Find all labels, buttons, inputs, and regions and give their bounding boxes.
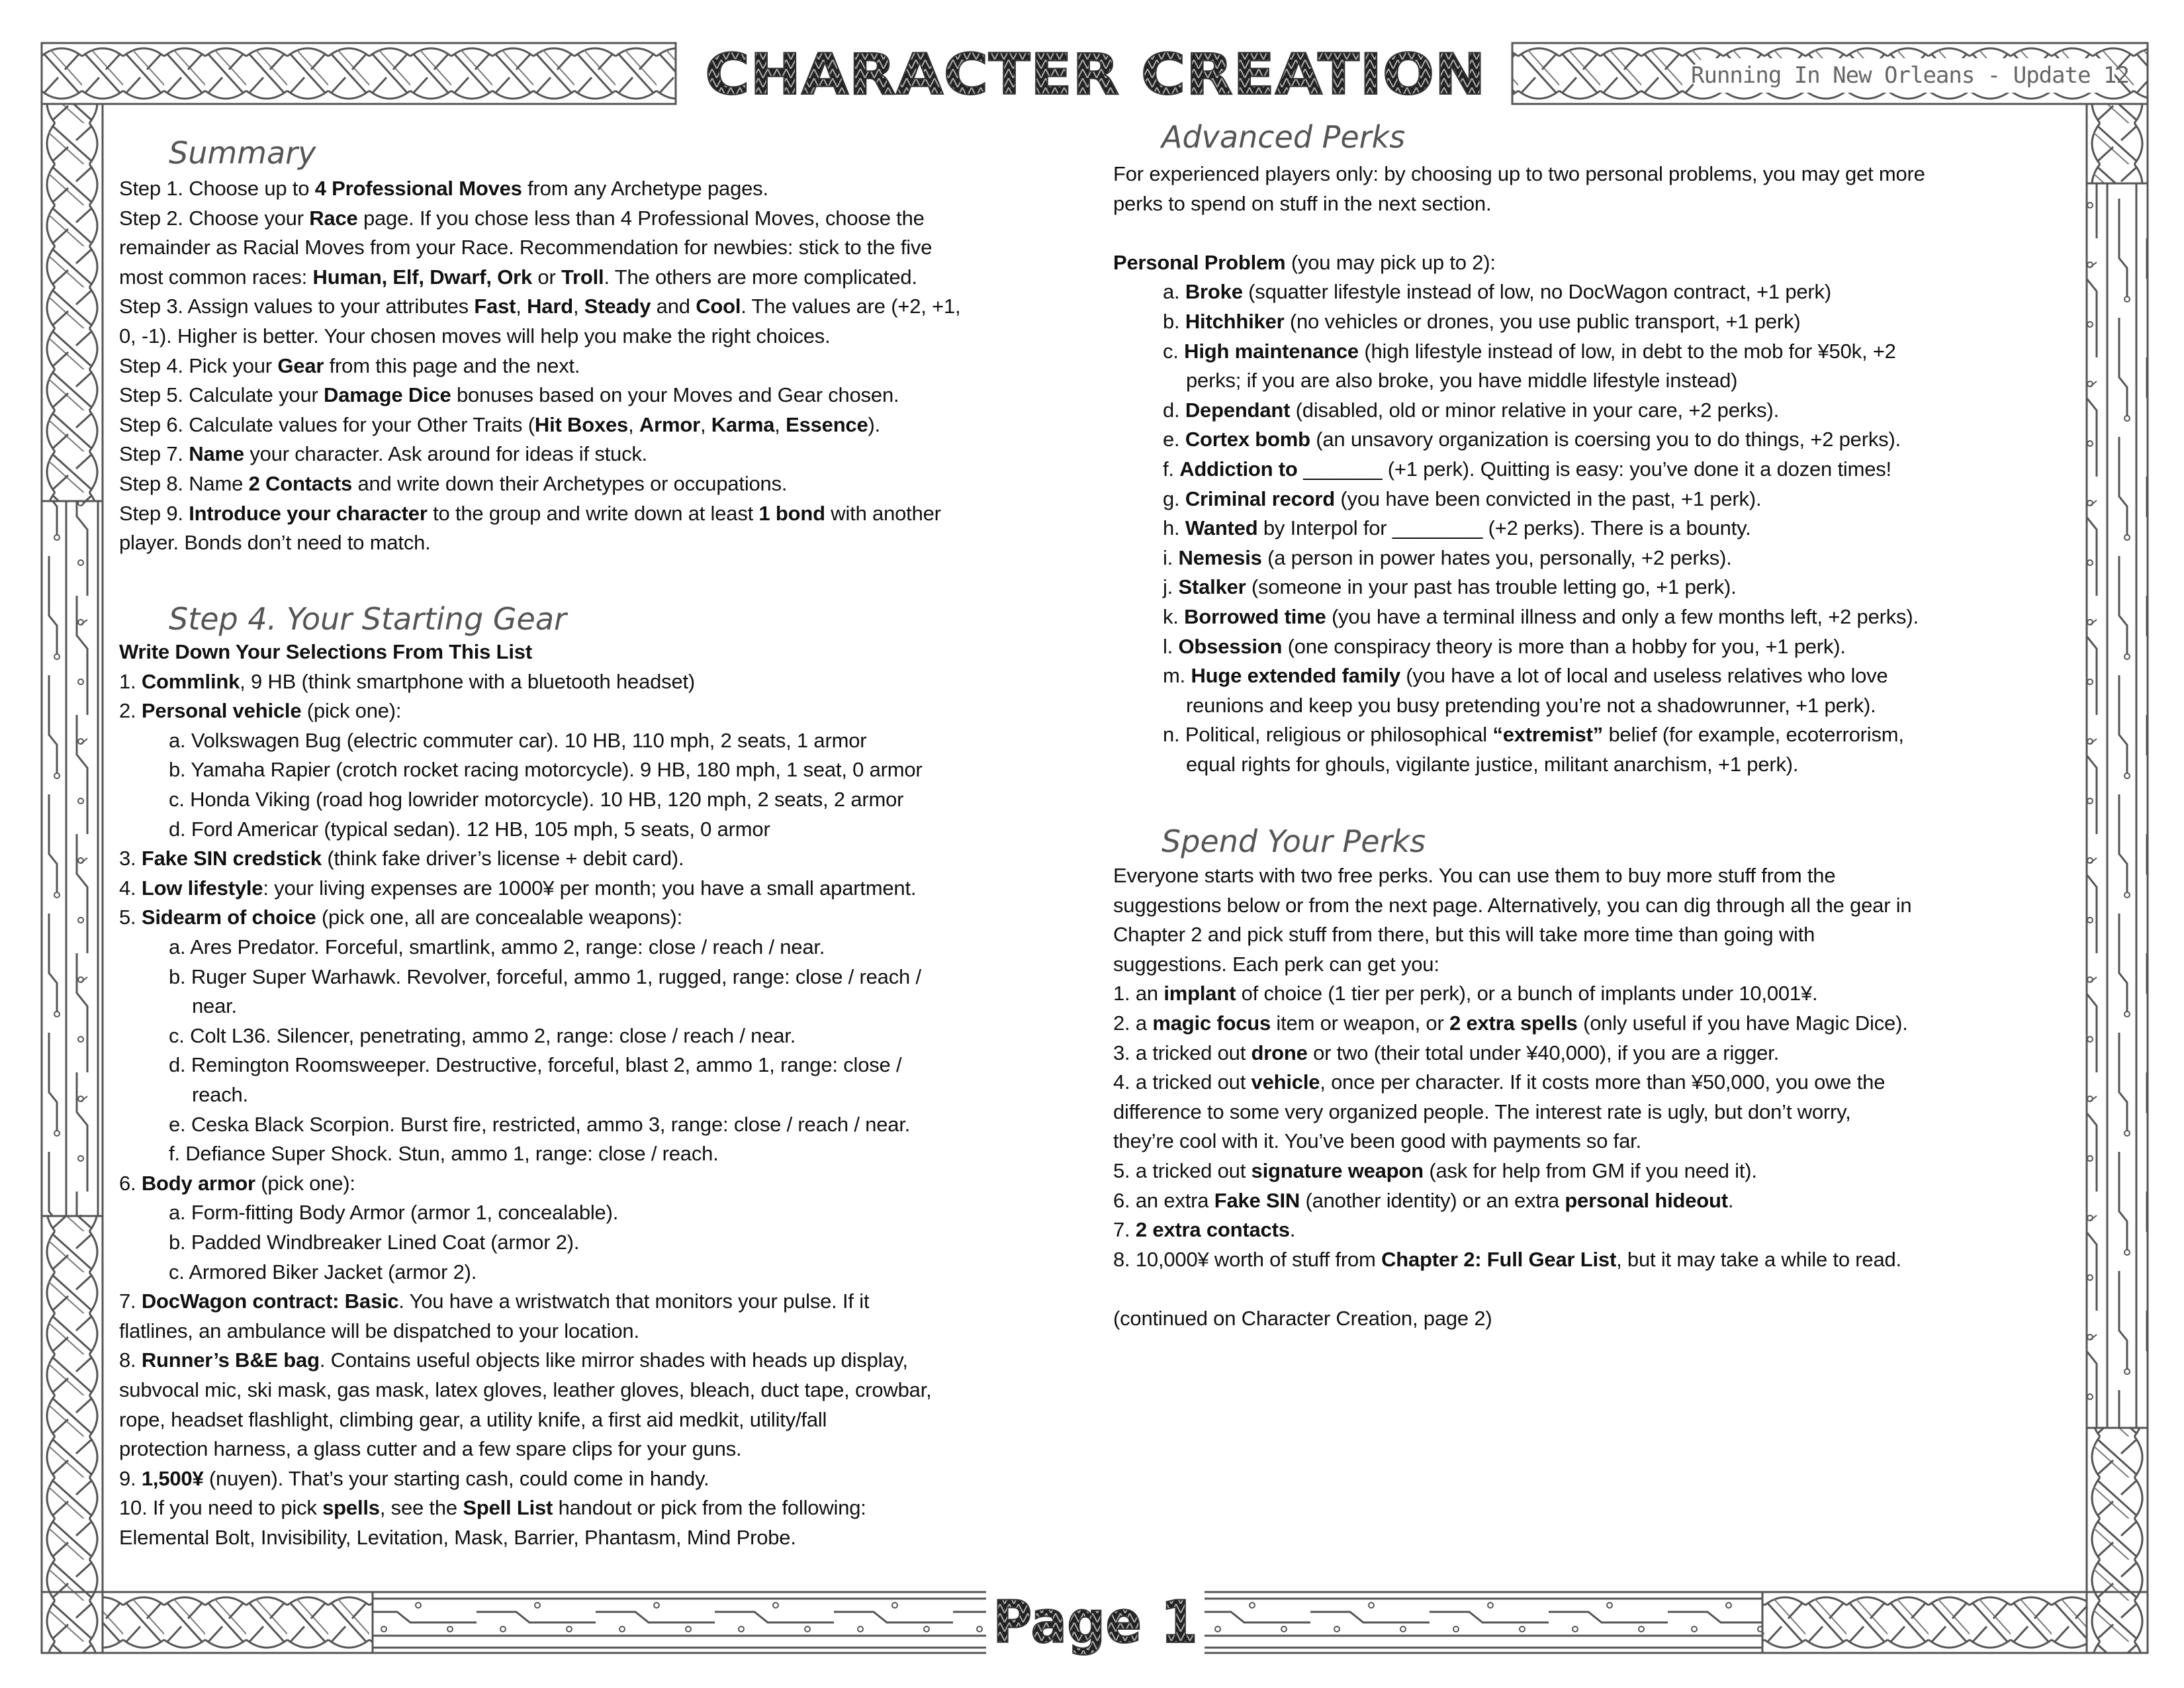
text-run: near.	[192, 994, 237, 1018]
text-line	[119, 1434, 741, 1464]
bold-term: Personal Problem	[1113, 250, 1286, 274]
text-run: 7.	[1113, 1218, 1136, 1242]
text-run: 5. a tricked out	[1113, 1159, 1251, 1182]
text-run: from any Archetype pages.	[522, 177, 768, 200]
bold-term: Troll	[561, 265, 604, 289]
bold-term: Fake SIN credstick	[141, 847, 322, 870]
text-run: bonuses based on your Moves and Gear chosen.	[451, 383, 899, 407]
bold-term: “extremist”	[1492, 723, 1604, 747]
text-line	[1113, 661, 1888, 690]
text-line	[1113, 1303, 1492, 1333]
text-run: rope, headset flashlight, climbing gear, a utility knife, a first aid medkit, utility/fall	[119, 1407, 827, 1431]
text-run: _______ (+1 perk). Quitting is easy: you’ve done it a dozen times!	[1297, 457, 1891, 481]
footer	[986, 1585, 1205, 1658]
text-line	[1113, 189, 1491, 218]
text-line	[119, 528, 431, 557]
bold-term: 2 extra contacts	[1135, 1218, 1290, 1242]
text-run: . You have a wristwatch that monitors your pulse. If it	[398, 1289, 870, 1313]
text-line	[119, 498, 941, 528]
text-run: n. Political, religious or philosophical	[1163, 723, 1493, 747]
text-run: ,	[774, 412, 786, 436]
text-run: 1. an	[1113, 982, 1164, 1006]
text-run: (only useful if you have Magic Dice).	[1577, 1011, 1908, 1035]
text-run: to the group and write down at least	[427, 501, 759, 525]
text-line	[1113, 1008, 1908, 1038]
text-line	[119, 667, 695, 696]
text-line	[1113, 1244, 1901, 1274]
text-line	[1113, 424, 1901, 454]
text-run: (pick one):	[255, 1171, 355, 1195]
text-line	[119, 843, 684, 873]
bold-term: Armor	[639, 412, 700, 436]
text-run: with another	[825, 501, 941, 525]
text-line	[119, 1021, 796, 1051]
text-run: 9.	[119, 1466, 142, 1490]
bold-term: Introduce your character	[189, 501, 428, 525]
text-run: d. Ford Americar (typical sedan). 12 HB, 105 mph, 5 seats, 0 armor	[169, 817, 770, 841]
text-run: your character. Ask around for ideas if stuck.	[244, 442, 648, 466]
text-line	[119, 1080, 248, 1109]
text-line	[1113, 454, 1891, 484]
bold-term: Fake SIN	[1214, 1188, 1300, 1212]
text-run: 7.	[119, 1289, 142, 1313]
text-run: Step 3. Assign values to your attributes	[119, 295, 475, 318]
text-line	[1113, 749, 1798, 779]
text-run: suggestions below or from the next page. Alternatively, you can dig through all the gear in	[1113, 893, 1912, 917]
text-run: c. Honda Viking (road hog lowrider motorcycle). 10 HB, 120 mph, 2 seats, 2 armor	[169, 788, 904, 811]
text-line	[1113, 1215, 1295, 1244]
text-run: and	[651, 295, 696, 318]
text-run: (someone in your past has trouble letting go, +1 perk).	[1246, 575, 1737, 599]
bold-term: Huge extended family	[1191, 664, 1400, 688]
text-run: Everyone starts with two free perks. You can use them to buy more stuff from the	[1113, 864, 1836, 887]
advanced-perks-heading: Advanced Perks	[1161, 119, 1406, 155]
text-run: ,	[572, 295, 584, 318]
text-line	[1113, 248, 1496, 277]
bold-term: Hard	[527, 295, 573, 318]
text-run: 3. a tricked out	[1113, 1041, 1251, 1064]
text-line	[119, 1050, 901, 1080]
bold-term: 1 bond	[758, 501, 825, 525]
bold-term: Obsession	[1178, 634, 1283, 658]
text-run: : your living expenses are 1000¥ per month; you have a small apartment.	[263, 876, 917, 900]
text-line	[1113, 861, 1835, 890]
text-run: h.	[1163, 516, 1185, 540]
text-line	[119, 1405, 827, 1434]
text-run: (ask for help from GM if you need it).	[1423, 1159, 1757, 1182]
text-line	[119, 1464, 709, 1493]
text-run: 1.	[119, 669, 142, 693]
bold-term: Hit Boxes	[534, 412, 629, 436]
text-run: Step 7.	[119, 442, 189, 466]
page-number-label: Page 1	[993, 1588, 1198, 1656]
bold-term: implant	[1163, 982, 1236, 1006]
text-run: protection harness, a glass cutter and a few spare clips for your guns.	[119, 1437, 742, 1461]
text-line	[1113, 919, 1815, 949]
text-line	[119, 1523, 796, 1552]
bold-term: Damage Dice	[324, 383, 451, 407]
text-run: . Contains useful objects like mirror shades with heads up display,	[319, 1348, 908, 1372]
text-run: e.	[1163, 428, 1185, 451]
text-line	[119, 1227, 579, 1257]
text-run: , but it may take a while to read.	[1616, 1247, 1901, 1271]
text-run: ).	[868, 412, 881, 436]
text-run: . The others are more complicated.	[604, 265, 917, 289]
text-run: j.	[1163, 575, 1179, 599]
text-line	[119, 962, 921, 992]
text-run: or	[532, 265, 562, 289]
text-line	[1113, 720, 1904, 749]
text-run: they’re cool with it. You’ve been good with payments so far.	[1113, 1129, 1641, 1153]
text-run: from this page and the next.	[324, 353, 580, 377]
text-line	[119, 321, 831, 351]
text-line	[1113, 602, 1919, 632]
bold-term: Runner’s B&E bag	[141, 1348, 320, 1372]
bold-term: 2 Contacts	[248, 472, 353, 495]
bold-term: Race	[309, 206, 358, 230]
text-run: 3.	[119, 847, 142, 870]
text-line	[119, 1493, 866, 1523]
text-run: difference to some very organized people. The interest rate is ugly, but don’t worry,	[1113, 1100, 1851, 1123]
text-run: belief (for example, ecoterrorism,	[1603, 723, 1904, 747]
text-run: l.	[1163, 634, 1179, 658]
text-run: b. Padded Windbreaker Lined Coat (armor 2).	[169, 1231, 580, 1254]
text-run: (continued on Character Creation, page 2)	[1113, 1307, 1492, 1330]
text-line	[1113, 572, 1737, 602]
text-line	[119, 439, 647, 469]
document-subtitle: Running In New Orleans - Update 12	[1691, 58, 2115, 93]
text-run: 5.	[119, 906, 142, 929]
text-run: of choice (1 tier per perk), or a bunch of implants under 10,001¥.	[1236, 982, 1818, 1006]
text-run: Step 6. Calculate values for your Other Traits (	[119, 412, 535, 436]
text-run: . The values are (+2, +1,	[741, 295, 961, 318]
text-run: a. Ares Predator. Forceful, smartlink, ammo 2, range: close / reach / near.	[169, 935, 825, 959]
text-line	[119, 1257, 477, 1287]
text-line	[1113, 159, 1925, 189]
text-run: (pick one, all are concealable weapons):	[316, 906, 683, 929]
text-run: suggestions. Each perk can get you:	[1113, 952, 1439, 976]
text-line	[1113, 277, 1831, 306]
text-run: ,	[628, 412, 639, 436]
bold-term: Human, Elf, Dwarf, Ork	[312, 265, 533, 289]
bold-term: Fast	[474, 295, 516, 318]
text-run: Step 9.	[119, 501, 189, 525]
text-run: 6.	[119, 1171, 142, 1195]
text-line	[1113, 513, 1751, 543]
text-line	[1113, 690, 1876, 720]
text-run: (you have a terminal illness and only a few months left, +2 perks).	[1326, 605, 1919, 628]
spend-perks-heading: Spend Your Perks	[1161, 823, 1426, 859]
text-line	[119, 637, 532, 667]
bold-term: magic focus	[1152, 1011, 1271, 1035]
text-run: f.	[1163, 457, 1180, 481]
text-run: k.	[1163, 605, 1185, 628]
text-run: c. Colt L36. Silencer, penetrating, ammo 2, range: close / reach / near.	[169, 1023, 796, 1047]
text-run: c.	[1163, 339, 1185, 363]
bold-term: personal hideout	[1565, 1188, 1728, 1212]
text-run: Step 2. Choose your	[119, 206, 310, 230]
text-run: 2. a	[1113, 1011, 1153, 1035]
bold-term: Hitchhiker	[1185, 310, 1285, 333]
text-run: Chapter 2 and pick stuff from there, but this will take more time than going with	[1113, 923, 1815, 947]
bold-term: Addiction to	[1179, 457, 1298, 481]
text-run: most common races:	[119, 265, 313, 289]
text-run: .	[1727, 1188, 1734, 1212]
text-run: For experienced players only: by choosing up to two personal problems, you may get more	[1113, 162, 1925, 185]
text-line	[119, 1197, 618, 1227]
bold-term: High maintenance	[1184, 339, 1359, 363]
bold-term: Criminal record	[1185, 487, 1335, 510]
text-run: m.	[1163, 664, 1191, 688]
text-line	[1113, 1067, 1885, 1097]
text-run: (no vehicles or drones, you use public transport, +1 perk)	[1284, 310, 1801, 333]
bold-term: vehicle	[1251, 1070, 1320, 1094]
text-line	[119, 380, 899, 410]
text-run: player. Bonds don’t need to match.	[119, 531, 431, 555]
text-run: remainder as Racial Moves from your Race. Recommendation for newbies: stick to the five	[119, 236, 933, 259]
page-title	[698, 41, 1492, 105]
text-run: (pick one):	[301, 699, 402, 723]
title-text: CHARACTER CREATION	[705, 42, 1486, 105]
text-run: 8. 10,000¥ worth of stuff from	[1113, 1247, 1382, 1271]
text-run: a. Form-fitting Body Armor (armor 1, concealable).	[169, 1201, 619, 1225]
text-line	[119, 1139, 719, 1168]
text-run: Step 5. Calculate your	[119, 383, 324, 407]
text-run: (nuyen). That’s your starting cash, could come in handy.	[203, 1466, 709, 1490]
text-line	[1113, 1038, 1779, 1068]
starting-gear-heading: Step 4. Your Starting Gear	[169, 601, 567, 637]
text-run: (an unsavory organization is coersing you to do things, +2 perks).	[1310, 428, 1901, 451]
text-line	[119, 696, 401, 726]
bold-term: Personal vehicle	[141, 699, 302, 723]
bold-term: spells	[322, 1496, 380, 1520]
text-run: i.	[1163, 545, 1179, 569]
text-run: ,	[516, 295, 527, 318]
text-run: 2.	[119, 699, 142, 723]
text-line	[1113, 1156, 1757, 1186]
text-line	[1113, 1186, 1733, 1215]
bold-term: Spell List	[463, 1496, 553, 1520]
text-line	[119, 410, 880, 440]
text-run: b. Ruger Super Warhawk. Revolver, forceful, ammo 1, rugged, range: close / reach /	[169, 964, 921, 988]
text-run: perks; if you are also broke, you have middle lifestyle instead)	[1186, 369, 1738, 393]
text-run: item or weapon, or	[1271, 1011, 1449, 1035]
bold-term: Steady	[584, 295, 651, 318]
text-run: 0, -1). Higher is better. Your chosen moves will help you make the right choices.	[119, 324, 831, 348]
bold-term: Stalker	[1178, 575, 1246, 599]
bold-term: Nemesis	[1178, 545, 1262, 569]
bold-term: Sidearm of choice	[141, 906, 316, 929]
bold-term: Name	[189, 442, 244, 466]
text-line	[1113, 890, 1911, 920]
text-run: (you may pick up to 2):	[1285, 250, 1496, 274]
text-line	[1113, 306, 1800, 336]
bold-term: signature weapon	[1251, 1159, 1424, 1182]
text-line	[119, 726, 866, 755]
bold-term: Karma	[711, 412, 775, 436]
text-line	[1113, 395, 1779, 425]
text-run: ,	[700, 412, 711, 436]
bold-term: DocWagon contract: Basic	[141, 1289, 399, 1313]
text-run: d.	[1163, 398, 1185, 422]
bold-term: Gear	[277, 353, 324, 377]
text-run: Step 4. Pick your	[119, 353, 278, 377]
text-line	[1113, 632, 1846, 661]
text-run: (think fake driver’s license + debit card).	[321, 847, 684, 870]
text-line	[119, 1109, 910, 1139]
text-line	[119, 1286, 869, 1316]
text-run: e. Ceska Black Scorpion. Burst fire, restricted, ammo 3, range: close / reach / near.	[169, 1112, 911, 1136]
text-run: , once per character. If it costs more than ¥50,000, you owe the	[1320, 1070, 1886, 1094]
text-run: (squatter lifestyle instead of low, no DocWagon contract, +1 perk)	[1242, 280, 1831, 304]
bold-term: Essence	[786, 412, 868, 436]
text-line	[119, 173, 768, 203]
text-run: equal rights for ghouls, vigilante justice, militant anarchism, +1 perk).	[1186, 753, 1799, 776]
text-line	[119, 291, 960, 321]
text-run: , 9 HB (think smartphone with a bluetooth headset)	[240, 669, 696, 693]
bold-term: drone	[1251, 1041, 1308, 1064]
text-run: (one conspiracy theory is more than a hobby for you, +1 perk).	[1282, 634, 1846, 658]
text-line	[1113, 543, 1732, 573]
text-run: subvocal mic, ski mask, gas mask, latex gloves, leather gloves, bleach, duct tape, crowbar,	[119, 1378, 932, 1401]
text-run: 4.	[119, 876, 142, 900]
bold-term: Cool	[696, 295, 741, 318]
text-run: (high lifestyle instead of low, in debt to the mob for ¥50k, +2	[1358, 339, 1896, 363]
bold-term: Chapter 2: Full Gear List	[1381, 1247, 1617, 1271]
text-run: (you have been convicted in the past, +1 perk).	[1335, 487, 1762, 510]
text-line	[119, 203, 925, 233]
text-run: page. If you chose less than 4 Professional Moves, choose the	[357, 206, 925, 230]
text-line	[119, 232, 932, 262]
bold-term: Commlink	[141, 669, 240, 693]
bold-term: 4 Professional Moves	[314, 177, 522, 200]
text-run: .	[1289, 1218, 1296, 1242]
bold-term: Borrowed time	[1184, 605, 1326, 628]
text-line	[1113, 484, 1761, 514]
text-line	[119, 469, 787, 498]
text-line	[119, 873, 916, 903]
text-line	[119, 1375, 932, 1405]
text-line	[119, 351, 580, 381]
text-line	[119, 991, 237, 1021]
text-line	[119, 1316, 639, 1346]
text-run: 6. an extra	[1113, 1188, 1214, 1212]
text-run: Elemental Bolt, Invisibility, Levitation, Mask, Barrier, Phantasm, Mind Probe.	[119, 1526, 796, 1549]
text-line	[119, 755, 923, 784]
text-run: 8.	[119, 1348, 142, 1372]
text-run: a. Volkswagen Bug (electric commuter car). 10 HB, 110 mph, 2 seats, 1 armor	[169, 728, 867, 752]
summary-heading: Summary	[169, 135, 316, 171]
text-run: by Interpol for ________ (+2 perks). There is a bounty.	[1257, 516, 1751, 540]
bold-term: Wanted	[1185, 516, 1258, 540]
text-run: b.	[1163, 310, 1185, 333]
text-line	[1113, 365, 1737, 395]
text-run: Step 8. Name	[119, 472, 249, 495]
text-run: , see the	[379, 1496, 463, 1520]
bold-term: Body armor	[141, 1171, 255, 1195]
text-run: Step 1. Choose up to	[119, 177, 315, 200]
text-run: flatlines, an ambulance will be dispatched to your location.	[119, 1319, 639, 1342]
text-run: reach.	[192, 1083, 248, 1106]
text-run: handout or pick from the following:	[553, 1496, 866, 1520]
bold-term: Cortex bomb	[1185, 428, 1310, 451]
text-line	[1113, 1097, 1851, 1127]
text-line	[119, 1345, 908, 1375]
text-run: (a person in power hates you, personally, +2 perks).	[1261, 545, 1732, 569]
text-run: reunions and keep you busy pretending you’re not a shadowrunner, +1 perk).	[1186, 693, 1876, 717]
text-run: b. Yamaha Rapier (crotch rocket racing motorcycle). 9 HB, 180 mph, 1 seat, 0 armor	[169, 758, 923, 782]
text-run: d. Remington Roomsweeper. Destructive, forceful, blast 2, ammo 1, range: close /	[169, 1053, 902, 1077]
bold-term: Broke	[1185, 280, 1243, 304]
text-run: and write down their Archetypes or occupations.	[352, 472, 788, 495]
text-run: or two (their total under ¥40,000), if you are a rigger.	[1307, 1041, 1780, 1064]
text-run: g.	[1163, 487, 1185, 510]
text-run: a.	[1163, 280, 1185, 304]
bold-term: Write Down Your Selections From This List	[119, 640, 532, 663]
text-line	[119, 262, 917, 292]
text-line	[1113, 949, 1439, 979]
text-run: f. Defiance Super Shock. Stun, ammo 1, range: close / reach.	[169, 1142, 719, 1166]
text-line	[119, 932, 825, 962]
text-run: (you have a lot of local and useless relatives who love	[1400, 664, 1888, 688]
bold-term: 1,500¥	[141, 1466, 204, 1490]
text-run: c. Armored Biker Jacket (armor 2).	[169, 1260, 477, 1284]
text-line	[1113, 978, 1817, 1008]
bold-term: 2 extra spells	[1449, 1011, 1578, 1035]
text-run: (disabled, old or minor relative in your care, +2 perks).	[1290, 398, 1780, 422]
text-line	[119, 814, 770, 844]
text-run: perks to spend on stuff in the next section.	[1113, 191, 1492, 215]
text-line	[1113, 1126, 1641, 1156]
text-line	[119, 1168, 355, 1198]
text-line	[1113, 336, 1896, 366]
text-run: (another identity) or an extra	[1300, 1188, 1565, 1212]
text-run: 4. a tricked out	[1113, 1070, 1251, 1094]
text-run: 10. If you need to pick	[119, 1496, 323, 1520]
bold-term: Low lifestyle	[141, 876, 263, 900]
text-line	[119, 784, 903, 814]
text-line	[119, 902, 682, 932]
bold-term: Dependant	[1185, 398, 1291, 422]
